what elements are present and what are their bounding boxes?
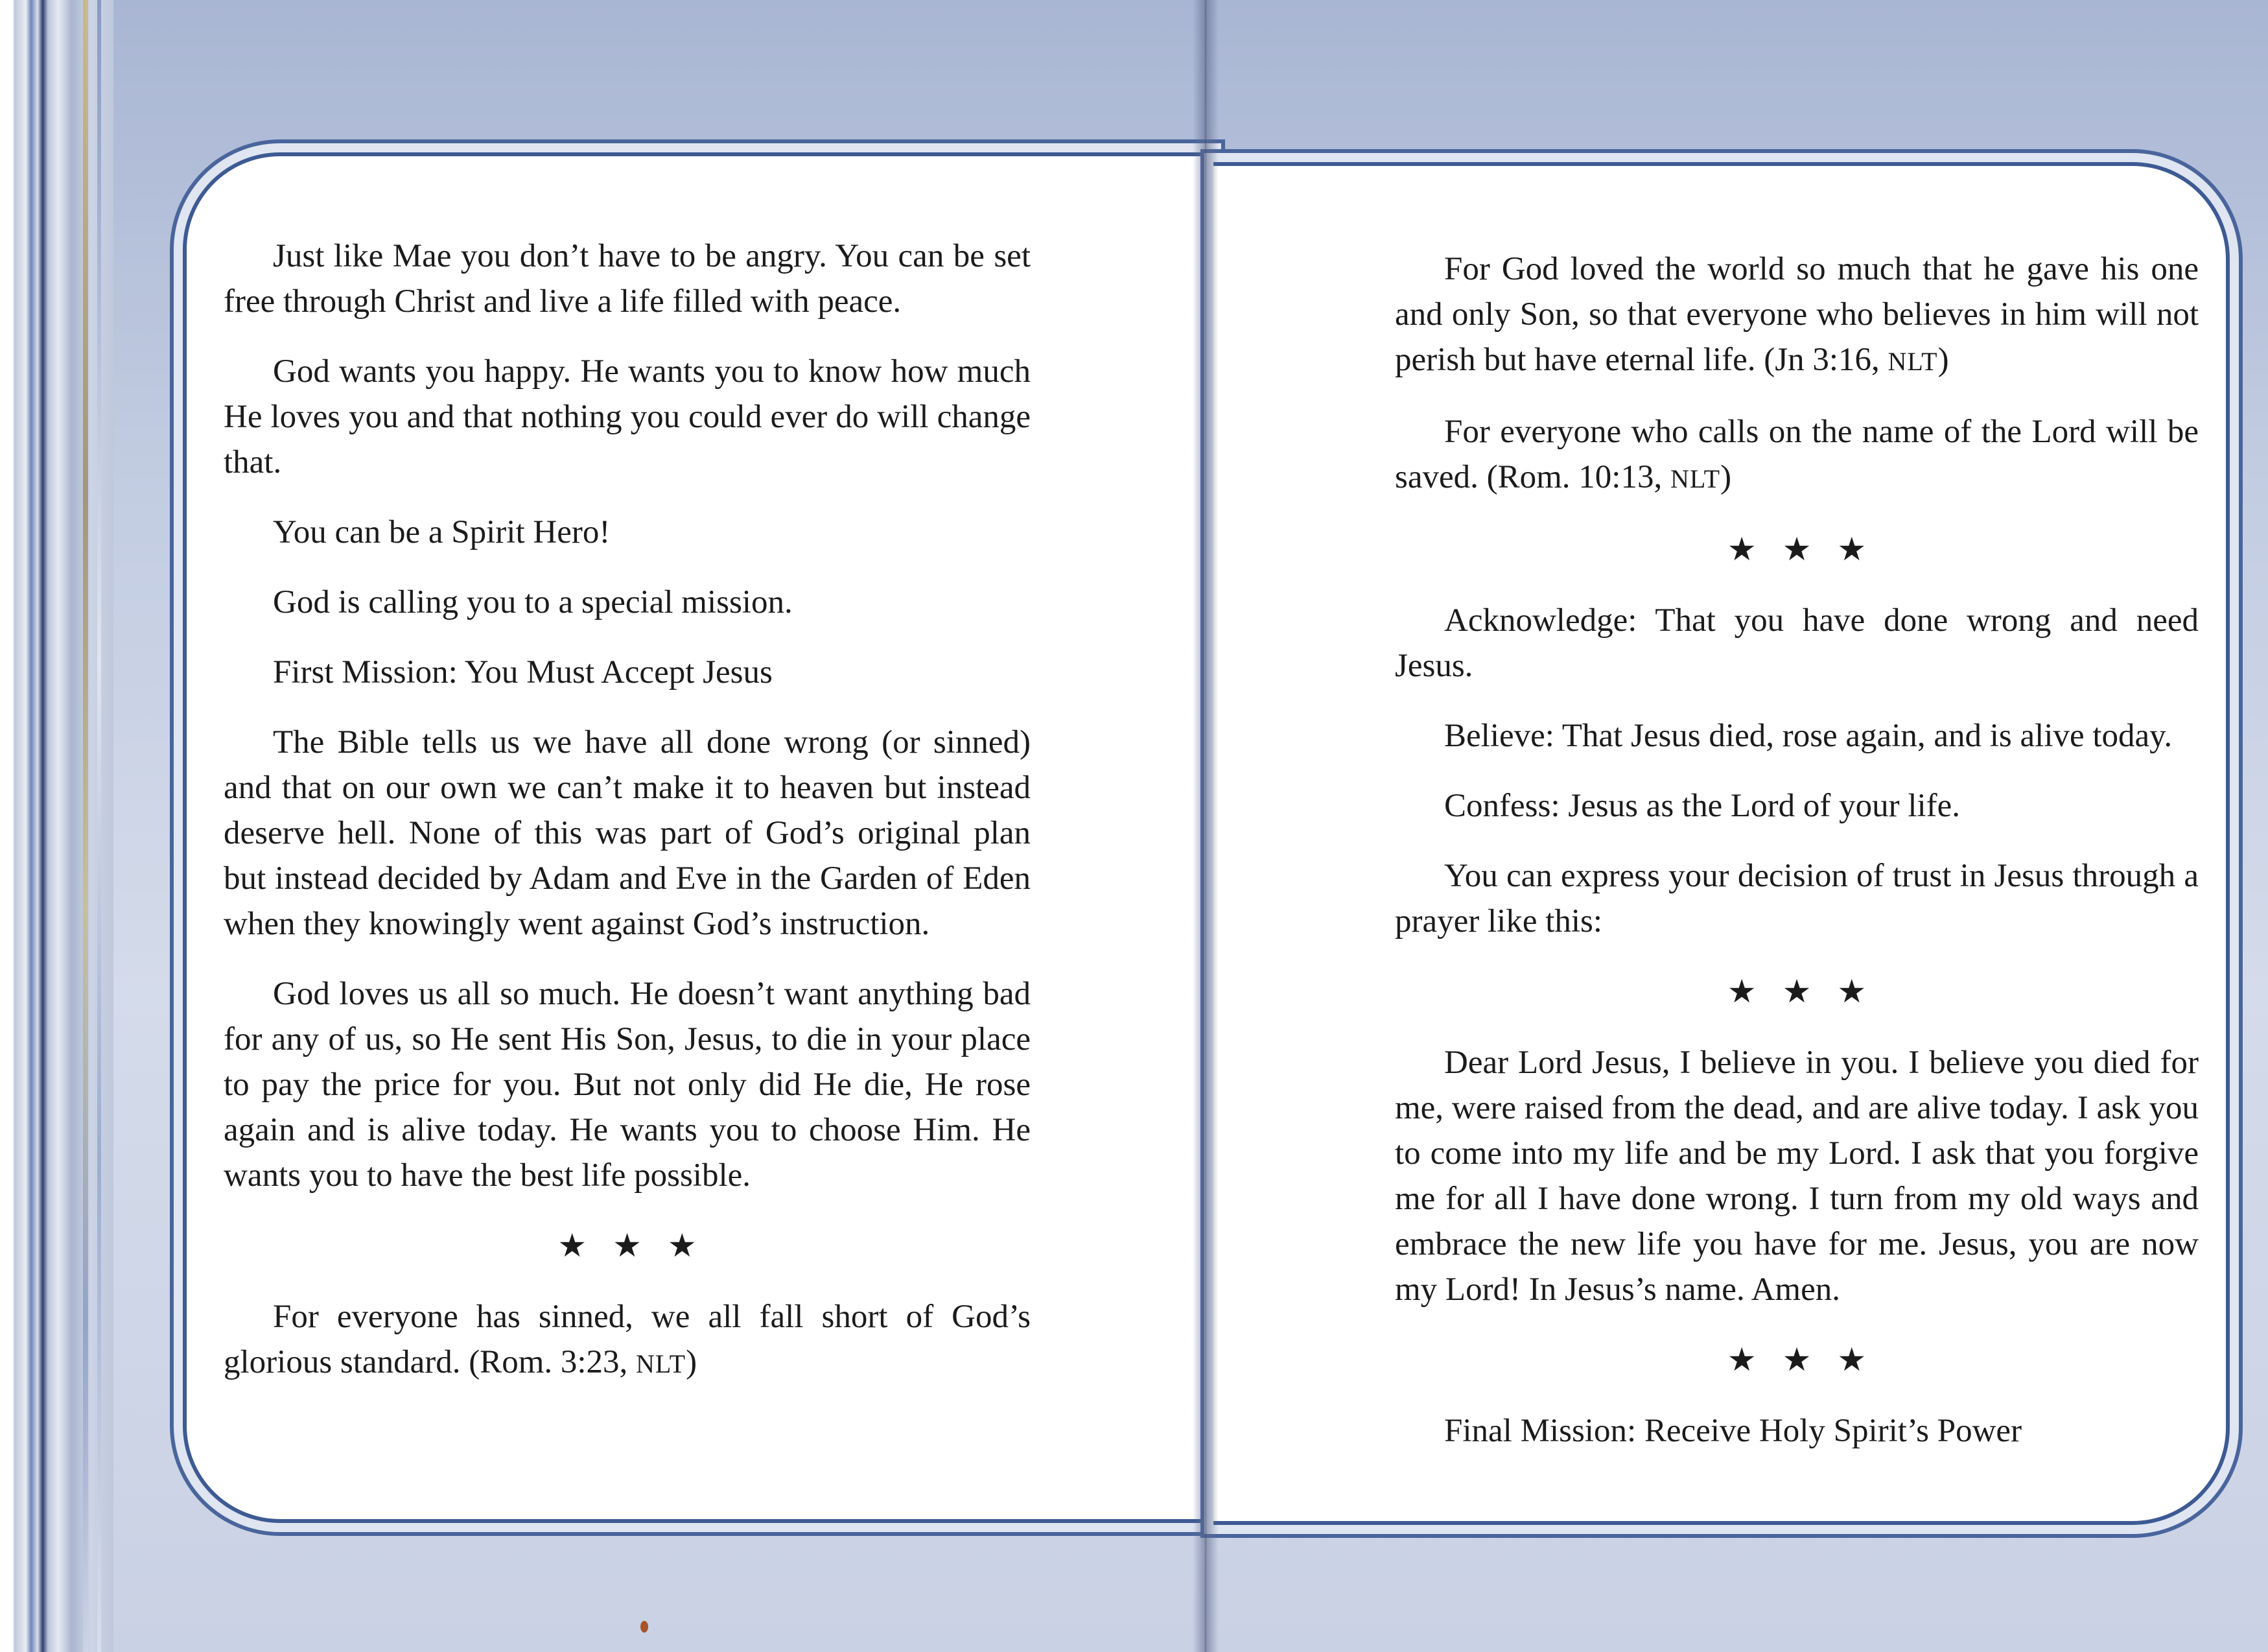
- paragraph: God loves us all so much. He doesn’t want anything bad for any of us, so He sent His Son, Jesus, to die in your place to pay the price for you. But not only did He die, He rose again and is alive today. He wants you to choose Him. He wants you to have the best life possible.: [224, 976, 1031, 1194]
- quote-close: ): [1720, 459, 1732, 495]
- translation-abbreviation: NLT: [1888, 347, 1938, 376]
- section-divider-stars: ★★★: [1727, 530, 1893, 568]
- paragraph: The Bible tells us we have all done wrong (or sinned) and that on our own we can’t make it to heaven but instead deserve hell. None of this was part of God’s original plan but instead decided by Adam and Eve in the Garden of Eden when they knowingly went against God’s instruction.: [224, 724, 1031, 942]
- section-divider-stars: ★★★: [557, 1227, 723, 1264]
- right-page-text: [1395, 246, 2199, 1478]
- paper-speck: [640, 1621, 648, 1633]
- translation-abbreviation: NLT: [1670, 464, 1721, 493]
- paragraph: You can be a Spirit Hero!: [273, 514, 611, 550]
- prayer-paragraph: Dear Lord Jesus, I believe in you. I believe you died for me, were raised from the dead, and are alive today. I ask you to come into my life and be my Lord. I ask that you forgive me for all I have done wrong. I turn from my old ways and embrace the new life you have for me. Jesus, you are now my Lord! In Jesus’s name. Amen.: [1395, 1044, 2199, 1308]
- quote-text: For everyone has sinned, we all fall short of God’s glorious standard. (Rom. 3:23,: [224, 1299, 1031, 1380]
- section-divider-stars: ★★★: [1727, 1341, 1893, 1378]
- section-heading: Final Mission: Receive Holy Spirit’s Power: [1444, 1413, 2022, 1449]
- section-heading: First Mission: You Must Accept Jesus: [273, 654, 773, 690]
- quote-text: For God loved the world so much that he gave his one and only Son, so that everyone who believes in him will not perish but have eternal life. (Jn 3:16,: [1395, 251, 2199, 378]
- paragraph: God is calling you to a special mission.: [273, 584, 793, 620]
- book-page-edges: [0, 0, 113, 1652]
- translation-abbreviation: NLT: [636, 1349, 686, 1378]
- paragraph: Just like Mae you don’t have to be angry. You can be set free through Christ and live a life filled with peace.: [224, 238, 1031, 320]
- paragraph: Believe: That Jesus died, rose again, and is alive today.: [1444, 718, 2173, 754]
- scripture-quote: [1395, 409, 2199, 502]
- paragraph: God wants you happy. He wants you to know how much He loves you and that nothing you could ever do will change that.: [224, 353, 1031, 480]
- book-spine-gutter: [1193, 0, 1219, 1652]
- scripture-quote: [224, 1294, 1031, 1387]
- page-edge-strip: [97, 0, 101, 1652]
- quote-text: For everyone who calls on the name of the Lord will be saved. (Rom. 10:13,: [1395, 414, 2199, 495]
- left-page-text: [224, 233, 1031, 1411]
- quote-close: ): [1937, 342, 1949, 378]
- paragraph: Acknowledge: That you have done wrong and need Jesus.: [1395, 602, 2199, 684]
- scripture-quote: [1395, 246, 2199, 384]
- paragraph: You can express your decision of trust in Jesus through a prayer like this:: [1395, 858, 2199, 939]
- paragraph: Confess: Jesus as the Lord of your life.: [1444, 788, 1961, 824]
- quote-close: ): [686, 1344, 697, 1380]
- section-divider-stars: ★★★: [1727, 973, 1893, 1010]
- page-edge-strip: [83, 0, 88, 1652]
